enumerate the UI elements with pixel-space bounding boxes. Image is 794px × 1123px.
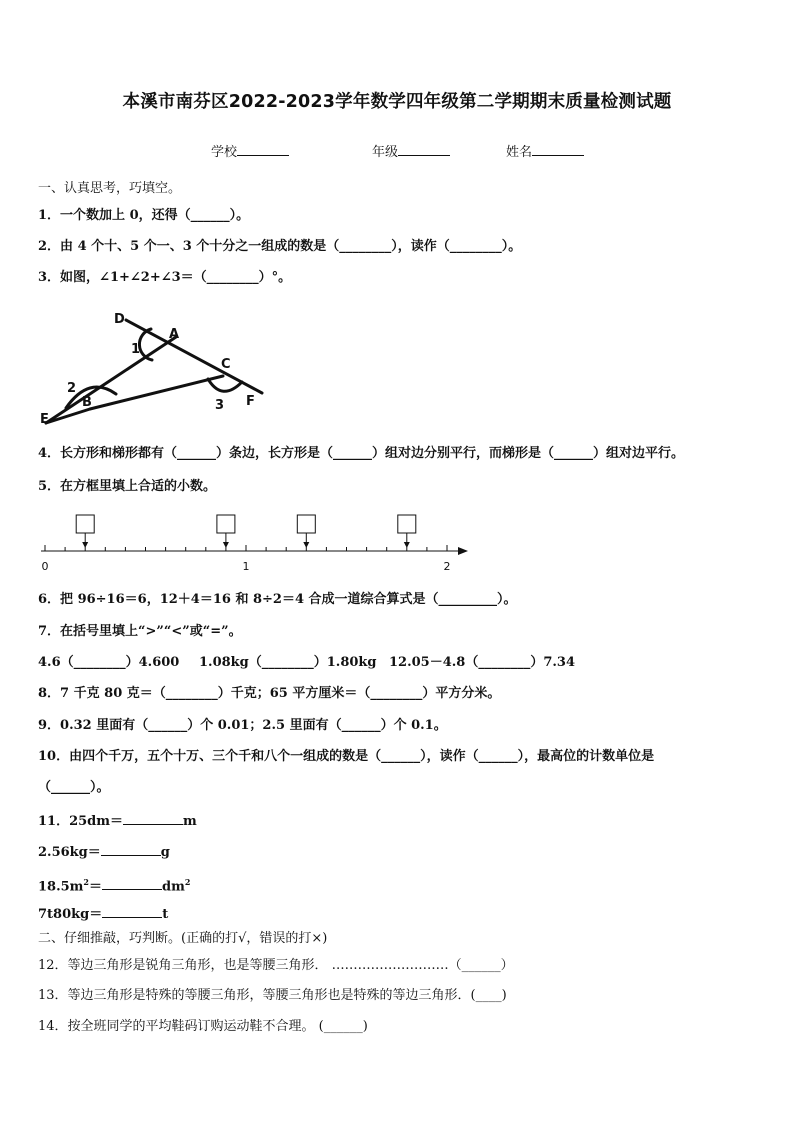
answer-pointer-head — [82, 542, 88, 548]
q11c-blank[interactable] — [102, 877, 162, 890]
question-7: 7．在括号里填上“>”“<”或“=”。 — [38, 624, 242, 639]
label-angle-1: 1 — [131, 342, 141, 357]
answer-box — [217, 515, 235, 533]
question-7-item-3: 12.05－4.8（________）7.34 — [389, 655, 575, 670]
label-a: A — [169, 327, 180, 342]
number-line-label: 2 — [443, 560, 451, 573]
question-3: 3．如图，∠1+∠2+∠3＝（________）°。 — [38, 270, 292, 285]
line-e-a — [46, 337, 176, 423]
q11a-blank[interactable] — [123, 812, 183, 825]
grade-label: 年级 — [372, 145, 399, 160]
grade-blank[interactable] — [398, 141, 450, 156]
q11b-blank[interactable] — [101, 843, 161, 856]
number-line — [36, 512, 476, 576]
name-label: 姓名 — [506, 145, 533, 160]
q11b-unit: g — [160, 845, 170, 860]
q11c-sup: 2 — [83, 877, 89, 887]
grade-field — [372, 141, 450, 160]
q11c-text: 18.5m — [38, 879, 84, 895]
question-13: 13．等边三角形是特殊的等腰三角形，等腰三角形也是特殊的等边三角形．(____) — [38, 988, 507, 1003]
page-title: 本溪市南芬区2022-2023学年数学四年级第二学期期末质量检测试题 — [122, 92, 672, 112]
question-8: 8．7 千克 80 克＝（________）千克；65 平方厘米＝（________）平方分米。 — [38, 686, 501, 701]
question-11-c — [38, 874, 190, 895]
question-7-item-2: 1.08kg（________）1.80kg — [199, 655, 377, 670]
answer-box — [297, 515, 315, 533]
answer-box — [76, 515, 94, 533]
question-11-b — [38, 843, 170, 861]
answer-pointer-head — [223, 542, 229, 548]
section-2-heading: 二、仔细推敲，巧判断。(正确的打√，错误的打×) — [38, 931, 328, 946]
line-e-b — [46, 409, 90, 423]
school-field — [211, 141, 289, 160]
question-1: 1．一个数加上 0，还得（______）。 — [38, 208, 250, 223]
number-line-arrow — [458, 547, 468, 555]
name-blank[interactable] — [532, 141, 584, 156]
q11d-blank[interactable] — [102, 905, 162, 918]
school-label: 学校 — [211, 145, 238, 160]
answer-box — [398, 515, 416, 533]
label-angle-3: 3 — [215, 398, 225, 413]
question-4: 4．长方形和梯形都有（______）条边，长方形是（______）组对边分别平行，而梯形是（______）组对边平行。 — [38, 446, 685, 461]
q11d-unit: t — [162, 907, 169, 922]
label-angle-2: 2 — [67, 381, 77, 396]
q11c-unit-sup: 2 — [184, 877, 191, 887]
angle-figure — [36, 305, 272, 435]
question-11-a — [38, 812, 197, 830]
answer-pointer-head — [404, 542, 410, 548]
q11b-text: 2.56kg＝ — [38, 845, 101, 860]
question-11-d — [38, 905, 168, 923]
name-field — [506, 141, 584, 160]
label-e: E — [40, 412, 49, 427]
question-6: 6．把 96÷16＝6，12＋4＝16 和 8÷2＝4 合成一道综合算式是（_________）。 — [38, 592, 517, 607]
question-2: 2．由 4 个十、5 个一、3 个十分之一组成的数是（________），读作（________）。 — [38, 239, 522, 254]
question-7-item-1: 4.6（________）4.600 — [38, 655, 180, 670]
q11d-text: 7t80kg＝ — [38, 907, 103, 922]
label-d: D — [114, 312, 125, 327]
section-1-heading: 一、认真思考，巧填空。 — [38, 181, 182, 196]
number-line-label: 0 — [41, 560, 49, 573]
q11c-unit: dm — [162, 879, 185, 895]
question-14: 14．按全班同学的平均鞋码订购运动鞋不合理。 (______) — [38, 1019, 368, 1034]
number-line-label: 1 — [242, 560, 250, 573]
label-b: B — [82, 395, 92, 410]
question-12: 12．等边三角形是锐角三角形，也是等腰三角形． ………………………（______） — [38, 958, 514, 973]
q11a-text: 11．25dm＝ — [38, 814, 124, 829]
q11c-eq: ＝ — [89, 879, 103, 895]
label-f: F — [246, 394, 255, 409]
question-9: 9．0.32 里面有（______）个 0.01；2.5 里面有（______）个 0.1。 — [38, 718, 447, 733]
label-c: C — [221, 357, 231, 372]
question-5: 5．在方框里填上合适的小数。 — [38, 479, 217, 494]
answer-pointer-head — [303, 542, 309, 548]
question-10-line-2: （______）。 — [38, 780, 110, 795]
question-10-line-1: 10．由四个千万，五个十万、三个千和八个一组成的数是（______），读作（______），最高位的计数单位是 — [38, 749, 655, 764]
q11a-unit: m — [183, 814, 197, 829]
school-blank[interactable] — [237, 141, 289, 156]
